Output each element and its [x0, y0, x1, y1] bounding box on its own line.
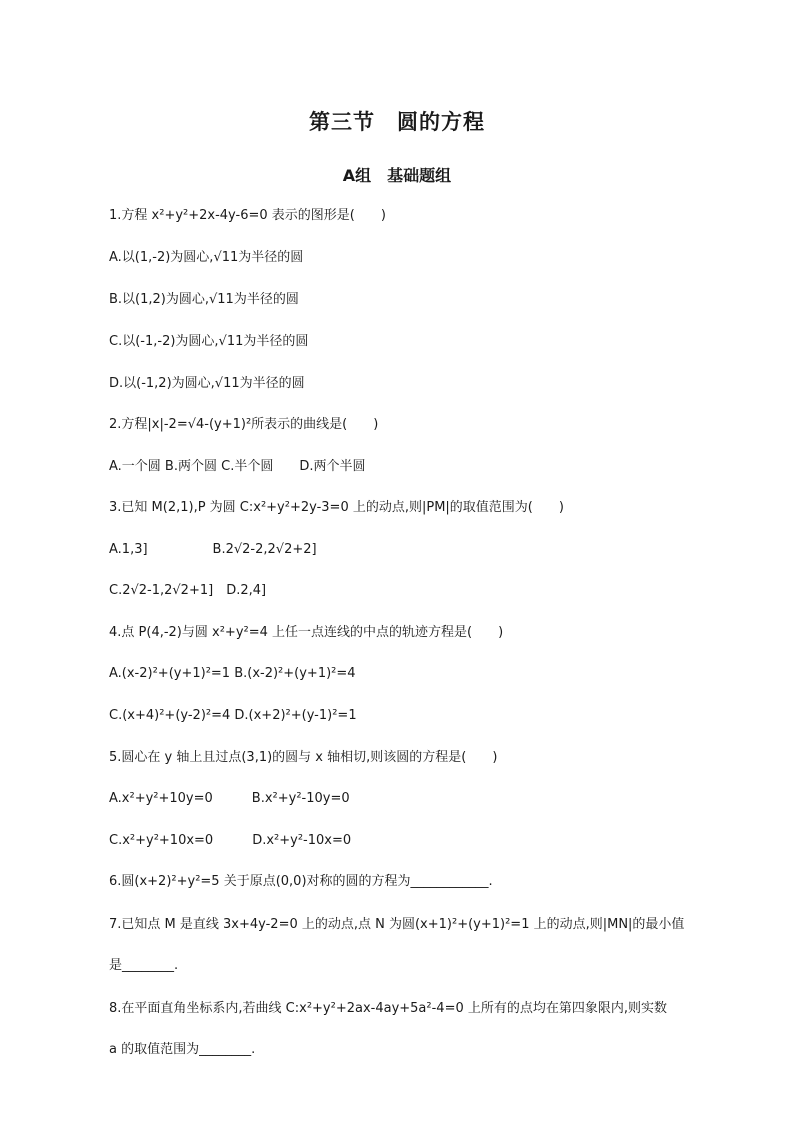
question-2-stem: 2.方程|x|-2=√4-(y+1)²所表示的曲线是( )	[109, 417, 379, 432]
question-7-stem-continued: 是________.	[109, 958, 179, 973]
question-1-option-a: A.以(1,-2)为圆心,√11为半径的圆	[109, 250, 304, 265]
question-8-stem-continued: a 的取值范围为________.	[109, 1042, 256, 1057]
question-6-stem: 6.圆(x+2)²+y²=5 关于原点(0,0)对称的圆的方程为____________.	[109, 874, 493, 889]
question-3-options-cd: C.2√2-1,2√2+1] D.2,4]	[109, 583, 267, 598]
section-subtitle: A组 基础题组	[342, 166, 452, 185]
question-5-options-ab: A.x²+y²+10y=0 B.x²+y²-10y=0	[109, 791, 350, 806]
question-7-stem: 7.已知点 M 是直线 3x+4y-2=0 上的动点,点 N 为圆(x+1)²+(y+1)²=1 上的动点,则|MN|的最小值	[109, 917, 685, 932]
question-8-stem: 8.在平面直角坐标系内,若曲线 C:x²+y²+2ax-4ay+5a²-4=0 上所有的点均在第四象限内,则实数	[109, 1001, 668, 1016]
question-1-option-c: C.以(-1,-2)为圆心,√11为半径的圆	[109, 334, 309, 349]
question-1-stem: 1.方程 x²+y²+2x-4y-6=0 表示的图形是( )	[109, 208, 386, 223]
question-4-options-ab: A.(x-2)²+(y+1)²=1 B.(x-2)²+(y+1)²=4	[109, 666, 356, 681]
question-5-options-cd: C.x²+y²+10x=0 D.x²+y²-10x=0	[109, 833, 352, 848]
question-3-options-ab: A.1,3] B.2√2-2,2√2+2]	[109, 542, 317, 557]
question-1-option-d: D.以(-1,2)为圆心,√11为半径的圆	[109, 376, 305, 391]
question-5-stem: 5.圆心在 y 轴上且过点(3,1)的圆与 x 轴相切,则该圆的方程是( )	[109, 750, 498, 765]
question-3-stem: 3.已知 M(2,1),P 为圆 C:x²+y²+2y-3=0 上的动点,则|PM|的取值范围为( )	[109, 500, 564, 515]
question-1-option-b: B.以(1,2)为圆心,√11为半径的圆	[109, 292, 299, 307]
page-title: 第三节 圆的方程	[309, 110, 485, 134]
question-2-options: A.一个圆 B.两个圆 C.半个圆 D.两个半圆	[109, 459, 366, 474]
question-4-options-cd: C.(x+4)²+(y-2)²=4 D.(x+2)²+(y-1)²=1	[109, 708, 357, 723]
question-4-stem: 4.点 P(4,-2)与圆 x²+y²=4 上任一点连线的中点的轨迹方程是( )	[109, 625, 504, 640]
